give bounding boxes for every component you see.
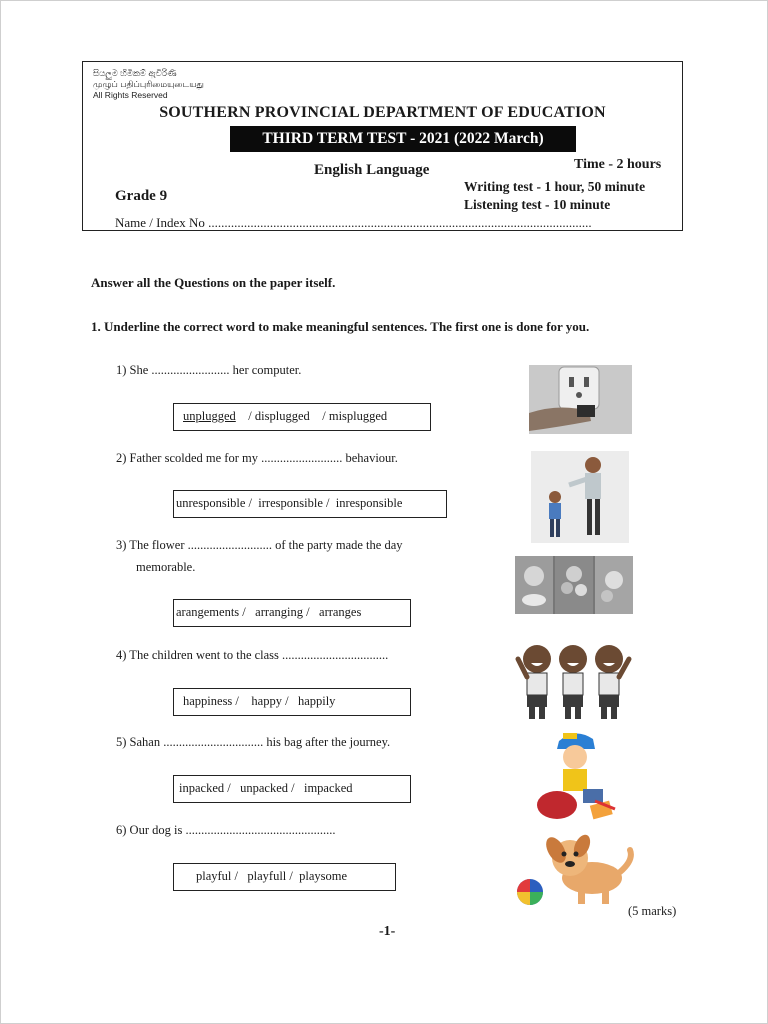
item-2-sentence: 2) Father scolded me for my .......................... behaviour. [116, 451, 398, 465]
rights-sinhala: සියලුම හිමිකම් ඇවිරිණි [93, 68, 177, 78]
item-4-sentence: 4) The children went to the class .................................. [116, 648, 389, 662]
question-1-title: 1. Underline the correct word to make meaningful sentences. The first one is done for you. [91, 319, 590, 334]
item-3-sentence-cont: memorable. [136, 560, 196, 574]
item-5-option-3[interactable]: impacked [303, 781, 353, 795]
item-5-options [173, 775, 411, 803]
item-1-options [173, 403, 431, 431]
item-3-options [173, 599, 411, 627]
item-4-option-2[interactable]: happy / [251, 694, 289, 708]
item-6-option-1[interactable]: playful / [196, 869, 239, 883]
boy-unpacking-bag-picture [529, 729, 623, 825]
rights-reserved [93, 68, 204, 101]
unplug-socket-picture [529, 365, 632, 434]
item-2-options [173, 490, 447, 518]
page-number: -1- [379, 924, 396, 939]
item-6-option-3[interactable]: playsome [299, 869, 348, 883]
item-6-options [173, 863, 396, 891]
item-3-option-2[interactable]: arranging / [255, 605, 310, 619]
name-dots: ...................................................................................................................... [208, 215, 592, 230]
subject-title: English Language [314, 162, 430, 178]
item-6-sentence: 6) Our dog is ................................................ [116, 823, 336, 837]
item-4-options [173, 688, 411, 716]
rights-tamil: முழுப் பதிப்புரிமையுடையது [93, 79, 204, 89]
name-label: Name / Index No [115, 215, 205, 230]
item-2-option-1[interactable]: unresponsible / [176, 496, 253, 510]
item-1-option-3[interactable]: / misplugged [322, 409, 388, 423]
happy-children-picture [515, 637, 633, 721]
item-3-sentence: 3) The flower ........................... of the party made the day [116, 538, 403, 552]
item-5-sentence: 5) Sahan ................................ his bag after the journey. [116, 735, 391, 749]
item-4-option-3[interactable]: happily [297, 694, 336, 708]
item-2-option-3[interactable]: inresponsible [335, 496, 403, 510]
item-1-option-1[interactable]: unplugged [183, 409, 236, 423]
listening-test-time: Listening test - 10 minute [464, 197, 611, 212]
item-3-option-1[interactable]: arangements / [176, 605, 246, 619]
term-test-banner: THIRD TERM TEST - 2021 (2022 March) [230, 126, 576, 152]
flower-arrangement-picture [515, 556, 633, 614]
name-index-line [115, 215, 592, 231]
item-5-option-2[interactable]: unpacked / [240, 781, 295, 795]
writing-test-time: Writing test - 1 hour, 50 minute [464, 179, 646, 194]
rights-english: All Rights Reserved [93, 90, 168, 100]
item-1-sentence: 1) She ......................... her computer. [116, 363, 302, 377]
time-allowed: Time - 2 hours [574, 157, 662, 172]
item-2-option-2[interactable]: irresponsible / [258, 496, 330, 510]
item-1-option-2[interactable]: / displugged [248, 409, 310, 423]
header-box [82, 61, 683, 231]
item-6-option-2[interactable]: playfull / [247, 869, 293, 883]
playful-dog-picture [514, 832, 638, 912]
department-title: SOUTHERN PROVINCIAL DEPARTMENT OF EDUCATION [159, 104, 606, 121]
item-4-option-1[interactable]: happiness / [183, 694, 239, 708]
grade-label: Grade 9 [115, 188, 168, 204]
marks-label: (5 marks) [628, 904, 677, 918]
item-5-option-1[interactable]: inpacked / [179, 781, 231, 795]
father-scolding-picture [531, 451, 629, 543]
instruction: Answer all the Questions on the paper itself. [91, 275, 336, 290]
item-3-option-3[interactable]: arranges [319, 605, 362, 619]
